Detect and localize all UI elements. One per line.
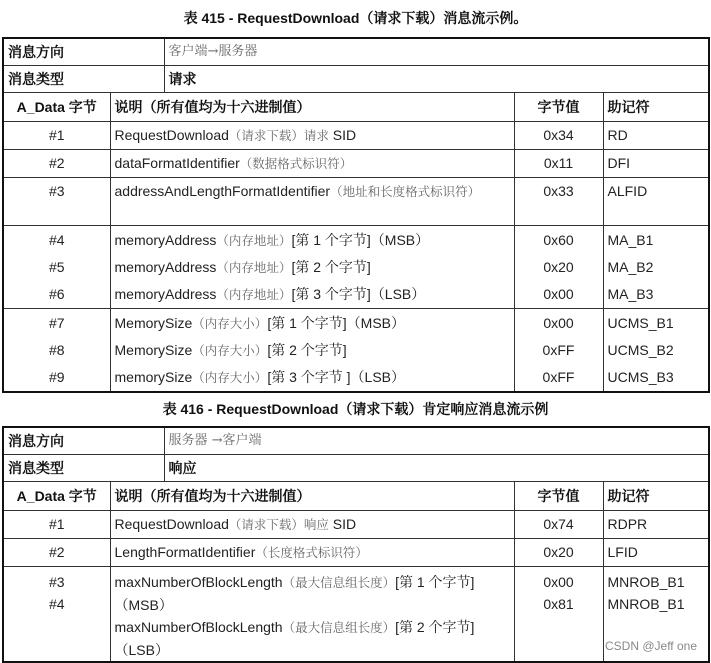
- row-index: #1: [3, 511, 110, 539]
- row-description: RequestDownload（请求下载）请求 SID: [110, 122, 514, 150]
- row-value: 0x00 0xFF 0xFF: [514, 309, 603, 393]
- header-adata: A_Data 字节: [3, 482, 110, 511]
- row-mnemonic: MA_B1 MA_B2 MA_B3: [603, 226, 709, 309]
- row-description: LengthFormatIdentifier（长度格式标识符）: [110, 539, 514, 567]
- row-mnemonic: RD: [603, 122, 709, 150]
- direction-label: 消息方向: [3, 427, 164, 455]
- row-index: #3 #4: [3, 567, 110, 663]
- row-description: MemorySize（内存大小）[第 1 个字节]（MSB） MemorySize（内存大小）[第 2 个字节] memorySize（内存大小）[第 3 个字节 ]（LSB）: [110, 309, 514, 393]
- header-mnemonic: 助记符: [603, 93, 709, 122]
- row-mnemonic: LFID: [603, 539, 709, 567]
- type-label: 消息类型: [3, 455, 164, 482]
- watermark: CSDN @Jeff one: [605, 639, 697, 653]
- header-adata: A_Data 字节: [3, 93, 110, 122]
- header-description: 说明（所有值均为十六进制值）: [110, 482, 514, 511]
- row-description: addressAndLengthFormatIdentifier（地址和长度格式标识符）: [110, 178, 514, 226]
- table-row-group: [3, 567, 709, 663]
- type-value: 请求: [164, 66, 709, 93]
- row-value: 0x20: [514, 539, 603, 567]
- table-row-group: [3, 309, 709, 393]
- table-416: [2, 426, 710, 663]
- row-value: 0x74: [514, 511, 603, 539]
- row-index: #7 #8 #9: [3, 309, 110, 393]
- table-row: [3, 511, 709, 539]
- header-description: 说明（所有值均为十六进制值）: [110, 93, 514, 122]
- row-index: #4 #5 #6: [3, 226, 110, 309]
- table-row: [3, 122, 709, 150]
- row-description: memoryAddress（内存地址）[第 1 个字节]（MSB） memoryAddress（内存地址）[第 2 个字节] memoryAddress（内存地址）[第 3 个字节]（LSB）: [110, 226, 514, 309]
- row-description: RequestDownload（请求下载）响应 SID: [110, 511, 514, 539]
- row-index: #3: [3, 178, 110, 226]
- row-value: 0x34: [514, 122, 603, 150]
- table-415: [2, 37, 710, 393]
- row-value: 0x11: [514, 150, 603, 178]
- table-row: [3, 178, 709, 226]
- header-byte-value: 字节值: [514, 93, 603, 122]
- row-value: 0x33: [514, 178, 603, 226]
- direction-label: 消息方向: [3, 38, 164, 66]
- table-416-caption: 表 416 - RequestDownload（请求下载）肯定响应消息流示例: [162, 401, 549, 417]
- row-mnemonic: DFI: [603, 150, 709, 178]
- table-row: [3, 150, 709, 178]
- row-index: #2: [3, 539, 110, 567]
- row-mnemonic: UCMS_B1 UCMS_B2 UCMS_B3: [603, 309, 709, 393]
- row-value: 0x60 0x20 0x00: [514, 226, 603, 309]
- table-row-group: [3, 226, 709, 309]
- table-row: [3, 539, 709, 567]
- row-mnemonic: ALFID: [603, 178, 709, 226]
- header-mnemonic: 助记符: [603, 482, 709, 511]
- direction-value: 客户端→服务器: [164, 38, 709, 66]
- row-description: maxNumberOfBlockLength（最大信息组长度）[第 1 个字节]（MSB） maxNumberOfBlockLength（最大信息组长度）[第 2 个字节]（LSB）: [110, 567, 514, 663]
- table-415-caption: 表 415 - RequestDownload（请求下载）消息流示例。: [183, 10, 528, 26]
- row-index: #1: [3, 122, 110, 150]
- row-mnemonic: MNROB_B1 MNROB_B1: [603, 567, 709, 663]
- header-byte-value: 字节值: [514, 482, 603, 511]
- row-mnemonic: RDPR: [603, 511, 709, 539]
- row-value: 0x00 0x81: [514, 567, 603, 663]
- row-index: #2: [3, 150, 110, 178]
- direction-value: 服务器 →客户端: [164, 427, 709, 455]
- row-description: dataFormatIdentifier（数据格式标识符）: [110, 150, 514, 178]
- type-value: 响应: [164, 455, 709, 482]
- type-label: 消息类型: [3, 66, 164, 93]
